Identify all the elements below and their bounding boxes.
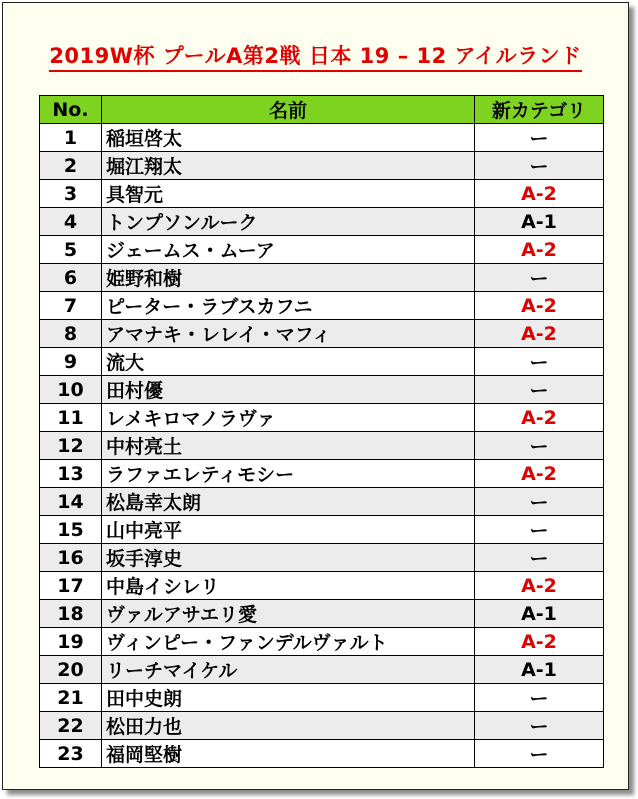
cell-category: ー: [475, 124, 604, 152]
cell-category: A-2: [475, 404, 604, 432]
cell-no: 4: [40, 208, 102, 236]
table-row: [40, 236, 604, 264]
table-row: [40, 320, 604, 348]
cell-no: 2: [40, 152, 102, 180]
cell-name: 田村優: [102, 376, 475, 404]
document-frame: [2, 2, 629, 790]
cell-no: 12: [40, 432, 102, 460]
cell-no: 7: [40, 292, 102, 320]
cell-name: アマナキ・レレイ・マフィ: [102, 320, 475, 348]
cell-name: 山中亮平: [102, 516, 475, 544]
cell-name: リーチマイケル: [102, 656, 475, 684]
cell-no: 11: [40, 404, 102, 432]
cell-category: A-2: [475, 320, 604, 348]
cell-name: 坂手淳史: [102, 544, 475, 572]
roster-table: [39, 95, 604, 768]
cell-no: 5: [40, 236, 102, 264]
cell-no: 19: [40, 628, 102, 656]
cell-category: A-2: [475, 460, 604, 488]
cell-no: 20: [40, 656, 102, 684]
cell-name: ジェームス・ムーア: [102, 236, 475, 264]
cell-no: 18: [40, 600, 102, 628]
cell-no: 15: [40, 516, 102, 544]
page-title-text: 2019W杯 プールA第2戦 日本 19 – 12 アイルランド: [49, 44, 581, 72]
cell-name: 姫野和樹: [102, 264, 475, 292]
cell-no: 1: [40, 124, 102, 152]
cell-category: A-2: [475, 236, 604, 264]
cell-category: A-1: [475, 656, 604, 684]
table-row: [40, 600, 604, 628]
table-row: [40, 376, 604, 404]
table-row: [40, 432, 604, 460]
cell-no: 14: [40, 488, 102, 516]
cell-category: ー: [475, 432, 604, 460]
table-body: [40, 124, 604, 768]
cell-name: 中村亮土: [102, 432, 475, 460]
table-header-row: [40, 96, 604, 124]
cell-no: 22: [40, 712, 102, 740]
cell-name: 松田力也: [102, 712, 475, 740]
cell-no: 9: [40, 348, 102, 376]
cell-no: 6: [40, 264, 102, 292]
table-row: [40, 544, 604, 572]
table-row: [40, 516, 604, 544]
cell-no: 17: [40, 572, 102, 600]
cell-category: A-2: [475, 180, 604, 208]
table-row: [40, 348, 604, 376]
table-row: [40, 572, 604, 600]
table-row: [40, 180, 604, 208]
header-category: 新カテゴリ: [475, 96, 604, 124]
cell-category: ー: [475, 684, 604, 712]
cell-name: 中島イシレリ: [102, 572, 475, 600]
cell-name: ヴィンピー・ファンデルヴァルト: [102, 628, 475, 656]
table-row: [40, 124, 604, 152]
cell-category: ー: [475, 740, 604, 768]
cell-category: A-2: [475, 628, 604, 656]
cell-no: 8: [40, 320, 102, 348]
cell-name: ヴァルアサエリ愛: [102, 600, 475, 628]
table-row: [40, 292, 604, 320]
table-row: [40, 152, 604, 180]
cell-no: 16: [40, 544, 102, 572]
cell-category: A-2: [475, 572, 604, 600]
cell-name: 福岡堅樹: [102, 740, 475, 768]
header-no: No.: [40, 96, 102, 124]
cell-category: ー: [475, 712, 604, 740]
table-row: [40, 740, 604, 768]
cell-category: ー: [475, 488, 604, 516]
cell-name: 具智元: [102, 180, 475, 208]
cell-no: 13: [40, 460, 102, 488]
cell-name: トンプソンルーク: [102, 208, 475, 236]
cell-name: 田中史朗: [102, 684, 475, 712]
cell-category: A-2: [475, 292, 604, 320]
cell-name: 稲垣啓太: [102, 124, 475, 152]
cell-category: ー: [475, 544, 604, 572]
cell-category: A-1: [475, 208, 604, 236]
cell-category: A-1: [475, 600, 604, 628]
header-name: 名前: [102, 96, 475, 124]
table-row: [40, 488, 604, 516]
cell-category: ー: [475, 264, 604, 292]
table-row: [40, 264, 604, 292]
cell-name: レメキロマノラヴァ: [102, 404, 475, 432]
table-row: [40, 656, 604, 684]
table-row: [40, 460, 604, 488]
cell-no: 23: [40, 740, 102, 768]
table-row: [40, 684, 604, 712]
table-row: [40, 628, 604, 656]
table-row: [40, 208, 604, 236]
cell-no: 3: [40, 180, 102, 208]
cell-category: ー: [475, 376, 604, 404]
cell-name: ピーター・ラブスカフニ: [102, 292, 475, 320]
cell-name: 松島幸太朗: [102, 488, 475, 516]
cell-no: 10: [40, 376, 102, 404]
cell-name: 堀江翔太: [102, 152, 475, 180]
page-title: [3, 40, 628, 70]
cell-category: ー: [475, 348, 604, 376]
table-row: [40, 712, 604, 740]
cell-no: 21: [40, 684, 102, 712]
cell-category: ー: [475, 152, 604, 180]
cell-name: 流大: [102, 348, 475, 376]
cell-name: ラファエレティモシー: [102, 460, 475, 488]
cell-category: ー: [475, 516, 604, 544]
table-row: [40, 404, 604, 432]
